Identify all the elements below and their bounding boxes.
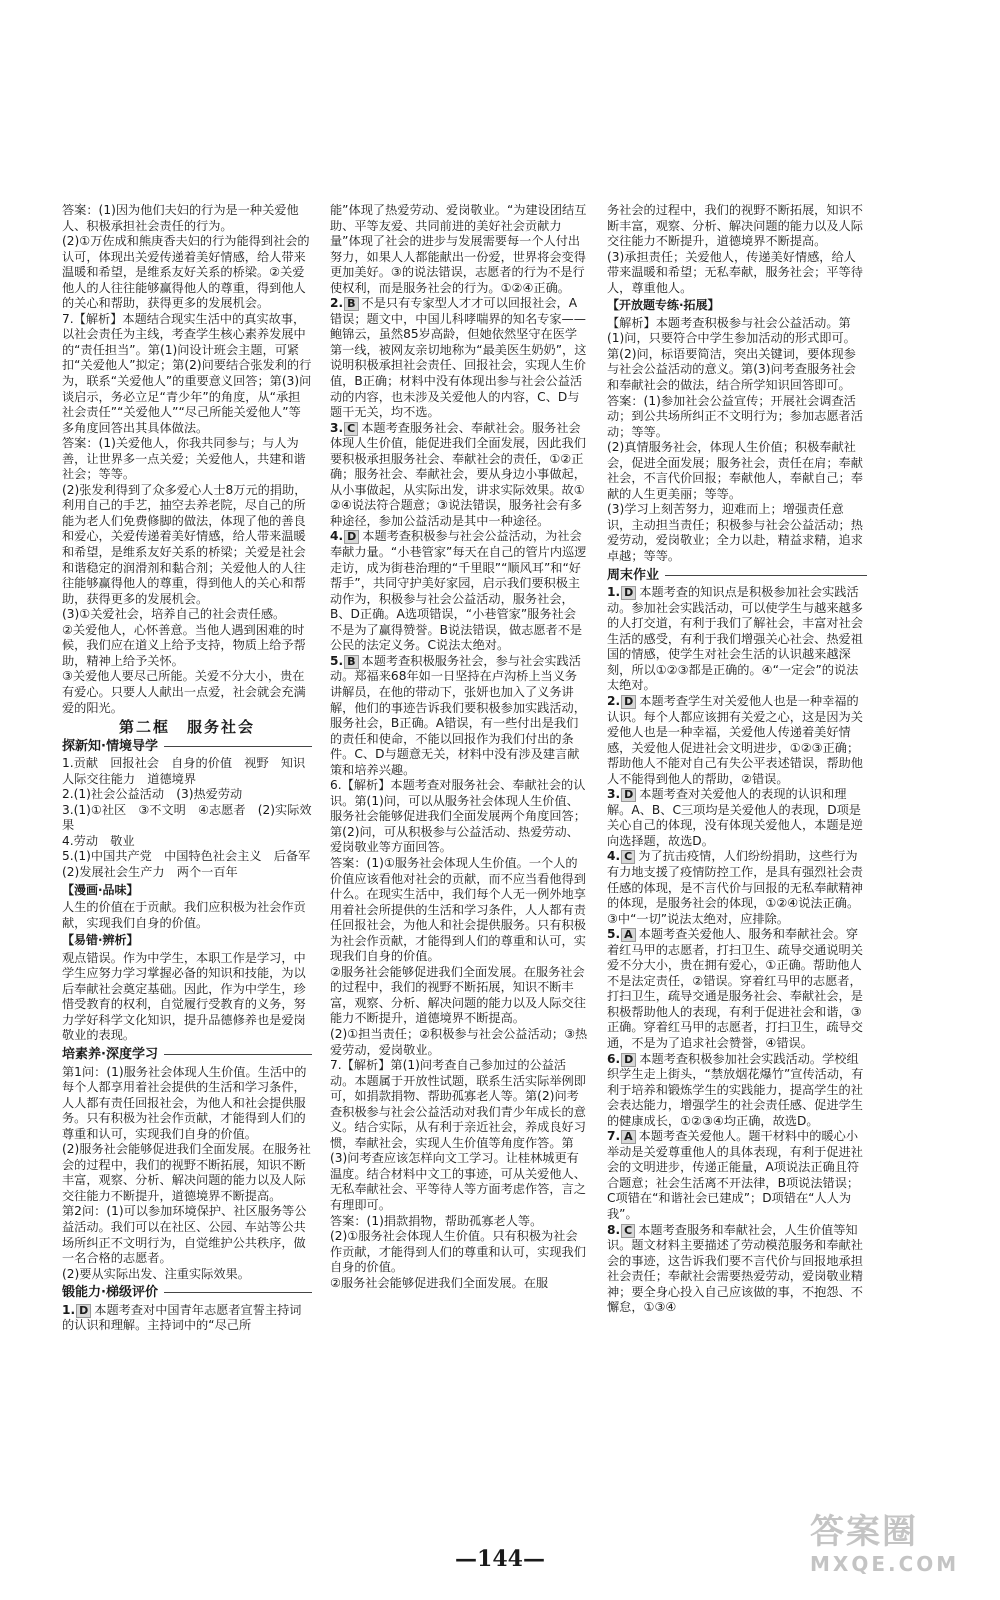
text-paragraph: 【解析】本题考查积极参与社会公益活动。第(1)问，只要符合中学生参加活动的形式即可。第(2)问，标语要简洁，突出关键词，要体现参与社会公益活动的意义。第(3)问考查服务社会和奉献社会的做法，结合所学知识回答即可。 <box>607 315 856 393</box>
section-heading-text: 培素养·深度学习 <box>62 1046 158 1062</box>
explanation-text: 本题考查的知识点是积极参加社会实践活动。参加社会实践活动，可以使学生与越来越多的人打交道，有利于我们了解社会，丰富对社会生活的感受，有利于我们增强关心社会、热爱祖国的情感，使学生对社会生活的认识越来越深刻，所以①②③都是正确的。④“一定会”的说法太绝对。 <box>607 585 863 693</box>
explanation-text: 本题考查学生对关爱他人也是一种幸福的认识。每个人都应该拥有关爱之心，这是因为关爱他人也是一种幸福，关爱他人传递着美好情感，关爱他人促进社会文明进步，①②③正确；帮助他人不能对自己有失公平表述错误，帮助他人不能得到他人的帮助，②错误。 <box>607 693 863 786</box>
answer-letter-badge: D <box>76 1304 91 1318</box>
text-paragraph: (3)承担责任；关爱他人，传递美好情感，给人带来温暖和希望；无私奉献，服务社会；平等待人，尊重他人。 <box>607 249 863 295</box>
text-paragraph: 答案：(1)因为他们夫妇的行为是一种关爱他人、积极承担社会责任的行为。 <box>62 203 299 233</box>
question-number: 6. <box>607 1051 621 1066</box>
text-paragraph: ②服务社会能够促进我们全面发展。在服务社会的过程中，我们的视野不断拓展，知识不断丰富，观察、分析、解决问题的能力以及人际交往能力不断提升，道德境界不断提高。 <box>330 964 586 1026</box>
text-paragraph: 7.【解析】第(1)问考查自己参加过的公益活动。本题属于开放性试题，联系生活实际举例即可，如捐款捐物、帮助孤寡老人等。第(2)问考查积极参与社会公益活动对我们青少年成长的意义。结合实际，从有利于亲近社会，养成良好习惯，奉献社会，实现人生价值等角度作答。第(3)问考查应该怎样向文工学习。让桂林城更有温度。结合材料中文工的事迹，可从关爱他人、无私奉献社会、平等待人等方面考虑作答，言之有理即可。 <box>330 1058 586 1212</box>
section-heading <box>62 739 312 755</box>
text-paragraph: 答案：(1)关爱他人，你我共同参与；与人为善，让世界多一点关爱；关爱他人，共建和谐社会；等等。 <box>62 436 306 482</box>
text-paragraph: (2)①担当责任；②积极参与社会公益活动；③热爱劳动，爱岗敬业。 <box>330 1026 588 1057</box>
explanation-text: 本题考查积极参加社会实践活动。学校组织学生走上街头，“禁放烟花爆竹”宣传活动，有利于培养和锻炼学生的实践能力，提高学生的社会表达能力，增强学生的社会责任感、促进学生的健康成长，①②③④均正确，故选D。 <box>607 1051 864 1128</box>
watermark-url: MXQE.COM <box>810 1552 960 1576</box>
text-paragraph: (2)①万佐成和熊庚香夫妇的行为能得到社会的认可，体现出关爱传递着美好情感，给人带来温暖和希望，是维系友好关系的桥梁。②关爱他人的人往往能够赢得他人的尊重，得到他人的关心和帮助，获得更多的发展机会。 <box>62 234 310 311</box>
text-paragraph: (2)张发利得到了众多爱心人士8万元的捐助，利用自己的手艺，抽空去养老院，尽自己的所能为老人们免费修脚的做法，体现了他的善良和爱心，关爱传递着美好情感，给人带来温暖和希望，是维系友好关系的桥梁；关爱是社会和谐稳定的润滑剂和黏合剂；关爱他人的人往往能够赢得他人的尊重，得到他人的关心和帮助，获得更多的发展机会。 <box>62 482 307 606</box>
text-paragraph: 2.(1)社会公益活动 (3)热爱劳动 <box>62 787 243 802</box>
subsection-tag: 【漫画·品味】 <box>62 882 139 897</box>
question-answer <box>607 927 867 1051</box>
text-paragraph: (3)学习上刻苦努力，迎难而上；增强责任意识，主动担当责任；积极参与社会公益活动；热爱劳动，爱岗敬业；全力以赴，精益求精，追求卓越；等等。 <box>607 502 863 564</box>
question-number: 1. <box>607 585 621 600</box>
answer-letter-badge: C <box>621 850 635 864</box>
question-number: 3. <box>607 787 621 802</box>
question-number: 5. <box>330 653 344 668</box>
text-paragraph: 1.贡献 回报社会 自身的价值 视野 知识 人际交往能力 道德境界 <box>62 756 318 786</box>
answer-letter-badge: D <box>344 530 359 544</box>
lesson-title: 第二框 服务社会 <box>118 718 255 737</box>
explanation-text: 本题考查关爱他人。题干材料中的暖心小举动是关爱尊重他人的具体表现，有利于促进社会的文明进步，传递正能量，A项说法正确且符合题意；社会生活离不开法律，B项说法错误；C项错在“和谐社会已建成”；D项错在“人人为我”。 <box>607 1129 863 1221</box>
heading-rule <box>164 1054 312 1055</box>
heading-rule <box>164 746 312 747</box>
explanation-text: 本题考查对关爱他人的表现的认识和理解。A、B、C三项均是关爱他人的表现，D项是关心自己的体现，没有体现关爱他人，本题是逆向选择题，故选D。 <box>607 787 863 848</box>
text-paragraph: 7.【解析】本题结合现实生活中的真实故事，以社会责任为主线，考查学生核心素养发展中的“责任担当”。第(1)问设计班会主题，可紧扣“关爱他人”拟定；第(2)问要结合张发利的行为，联系“关爱他人”的重要意义回答；第(3)问谈启示，务必立足“青少年”的角度，从“承担社会责任”“关爱他人”“尽己所能关爱他人”等多角度回答出其具体做法。 <box>62 311 312 435</box>
question-answer <box>330 654 588 778</box>
text-paragraph: 答案：(1)捐款捐物，帮助孤寡老人等。 <box>330 1213 543 1228</box>
watermark-logo <box>810 1512 970 1584</box>
section-heading <box>62 1285 312 1301</box>
watermark-chinese: 答案圈 <box>810 1512 918 1552</box>
text-paragraph: 能”体现了热爱劳动、爱岗敬业。“为建设团结互助、平等友爱、共同前进的美好社会贡献力量”体现了社会的进步与发展需要每一个人付出努力，如果人人都能献出一份爱，世界将会变得更加美好。③的说法错误，志愿者的行为不是行使权利，而是服务社会的行为。①②④正确。 <box>330 203 587 295</box>
question-number: 4. <box>607 849 621 864</box>
text-paragraph: 6.【解析】本题考查对服务社会、奉献社会的认识。第(1)问，可以从服务社会体现人生价值、服务社会能够促进我们全面发展两个角度回答；第(2)问，可从积极参与公益活动、热爱劳动、爱岗敬业等方面回答。 <box>330 778 586 855</box>
answer-letter-badge: D <box>621 1053 636 1067</box>
text-paragraph: ②服务社会能够促进我们全面发展。在服 <box>330 1275 549 1290</box>
question-answer <box>607 1052 867 1130</box>
question-answer <box>607 787 867 849</box>
question-answer <box>607 849 867 927</box>
text-paragraph: 观点错误。作为中学生，本职工作是学习，中学生应努力学习掌握必备的知识和技能，为以后奉献社会奠定基础。因此，作为中学生，珍惜受教育的权利，自觉履行受教育的义务，努力学好科学文化知识，提升品德修养也是爱岗敬业的表现。 <box>62 950 306 1043</box>
answer-letter-badge: A <box>621 928 636 942</box>
answer-letter-badge: D <box>621 586 636 600</box>
question-answer <box>607 694 867 787</box>
question-number: 2. <box>607 693 621 708</box>
explanation-text: 本题考查服务社会、奉献社会。服务社会体现人生价值，能促进我们全面发展，因此我们要积极承担服务社会、奉献社会的责任，①②正确；服务社会、奉献社会，要从身边小事做起，从小事做起，从实际出发，讲求实际效果。故①②④说法符合题意；③说法错误，服务社会有多种途径，参加公益活动是其中一种途径。 <box>330 420 586 528</box>
subsection-tag: 【开放题专练·拓展】 <box>607 298 720 313</box>
subsection-tag: 【易错·辨析】 <box>62 933 139 948</box>
question-number: 5. <box>607 927 621 942</box>
question-number: 4. <box>330 529 344 544</box>
text-paragraph: 5.(1)中国共产党 中国特色社会主义 后备军 (2)发展社会生产力 两个一百年 <box>62 849 323 879</box>
text-paragraph: (3)①关爱社会，培养自己的社会责任感。 <box>62 607 286 622</box>
answer-letter-badge: B <box>344 297 358 311</box>
question-number: 7. <box>607 1129 621 1144</box>
section-heading-text: 探新知·情境导学 <box>62 738 158 754</box>
section-heading <box>62 1047 312 1063</box>
answer-letter-badge: C <box>344 422 358 436</box>
explanation-text: 本题考查积极参与社会公益活动，为社会奉献力量。“小巷管家”每天在自己的管片内巡逻走访，成为街巷治理的“千里眼”“顺风耳”和“好帮手”，共同守护美好家园，启示我们要积极主动作为，积极参与社会公益活动，服务社会，B、D正确。A选项错误，“小巷管家”服务社会不是为了赢得赞誉。B说法错误，做志愿者不是公民的法定义务。C说法太绝对。 <box>330 529 587 653</box>
answer-letter-badge: C <box>621 1224 635 1238</box>
answer-letter-badge: A <box>621 1130 636 1144</box>
page-number: —144— <box>455 1546 545 1572</box>
text-paragraph: (2)真情服务社会，体现人生价值；积极奉献社会，促进全面发展；服务社会，责任在肩；奉献社会，不言代价回报；奉献他人，奉献自己；奉献的人生更美丽；等等。 <box>607 440 863 501</box>
question-answer <box>330 296 588 420</box>
text-paragraph: (2)要从实际出发、注重实际效果。 <box>62 1266 250 1281</box>
answer-letter-badge: D <box>621 788 636 802</box>
text-paragraph: 第1问：(1)服务社会体现人生价值。生活中的每个人都享用着社会提供的生活和学习条件，人人都有责任回报社会，为他人和社会提供服务。只有积极为社会作贡献，才能得到人们的尊重和认可，实现我们自身的价值。 <box>62 1064 307 1141</box>
text-paragraph: 3.(1)①社区 ③不文明 ④志愿者 (2)实际效果 <box>62 802 312 833</box>
text-paragraph: 答案：(1)①服务社会体现人生价值。一个人的价值应该看他对社会的贡献，而不应当看他得到什么。在现实生活中，我们每个人无一例外地享用着社会所提供的生活和学习条件，人人都有责任回报社会，为他人和社会提供服务。只有积极为社会作贡献，才能得到人们的尊重和认可，实现我们自身的价值。 <box>330 855 586 964</box>
text-paragraph: ②关爱他人，心怀善意。当他人遇到困难的时候，我们应在道义上给予支持，物质上给予帮助，精神上给予关怀。 <box>62 622 306 668</box>
question-number: 1. <box>62 1302 76 1317</box>
question-answer <box>607 1223 867 1316</box>
answer-column-middle <box>330 203 588 1291</box>
question-answer <box>62 1303 312 1334</box>
text-paragraph: 答案：(1)参加社会公益宣传；开展社会调查活动；到公共场所纠正不文明行为；参加志愿者活动；等等。 <box>607 393 863 439</box>
text-paragraph: 4.劳动 敬业 <box>62 833 135 848</box>
question-answer <box>330 421 588 530</box>
question-number: 3. <box>330 420 344 435</box>
heading-rule <box>665 575 867 576</box>
question-answer <box>330 529 588 653</box>
answer-letter-badge: B <box>344 655 358 669</box>
question-number: 8. <box>607 1222 621 1237</box>
text-paragraph: ③关爱他人要尽己所能。关爱不分大小，贵在有爱心。只要人人献出一点爱，社会就会充满爱的阳光。 <box>62 669 306 715</box>
explanation-text: 为了抗击疫情，人们纷纷捐助，这些行为有力地支援了疫情防控工作，是具有强烈社会责任感的体现，是不言代价与回报的无私奉献精神的体现，是服务社会的体现，①②④说法正确。③中“一切”说法太绝对，应排除。 <box>607 849 863 926</box>
explanation-text: 本题考查关爱他人、服务和奉献社会。穿着红马甲的志愿者，打扫卫生、疏导交通说明关爱不分大小，贵在拥有爱心，①正确。帮助他人不是法定责任，②错误。穿着红马甲的志愿者，打扫卫生，疏导交通是服务社会、奉献社会，是积极帮助他人的表现，有利于促进社会和谐，③正确。穿着红马甲的志愿者，打扫卫生，疏导交通，不是为了追求社会赞誉，④错误。 <box>607 927 863 1050</box>
answer-letter-badge: D <box>621 695 636 709</box>
answer-column-right <box>607 203 867 1316</box>
explanation-text: 本题考查对中国青年志愿者宣誓主持词的认识和理解。主持词中的“尽己所 <box>62 1302 302 1333</box>
question-number: 2. <box>330 296 344 311</box>
heading-rule <box>164 1292 312 1293</box>
text-paragraph: (2)①服务社会体现人生价值。只有积极为社会作贡献，才能得到人们的尊重和认可，实现我们自身的价值。 <box>330 1229 586 1275</box>
section-heading <box>607 568 867 584</box>
section-heading-text: 周末作业 <box>607 567 660 583</box>
question-answer <box>607 585 867 694</box>
explanation-text: 本题考查积极服务社会，参与社会实践活动。郑福来68年如一日坚持在卢沟桥上当义务讲解员，在他的带动下，张妍也加入了义务讲解，他们的事迹告诉我们要积极参加实践活动，服务社会，B正确。A错误，有一些付出是我们的责任和使命，不能以回报作为我们付出的条件。C、D与题意无关，材料中没有涉及建言献策和培养兴趣。 <box>330 653 586 777</box>
text-paragraph: 人生的价值在于贡献。我们应积极为社会作贡献，实现我们自身的价值。 <box>62 900 306 930</box>
section-heading-text: 锻能力·梯级评价 <box>62 1285 158 1301</box>
explanation-text: 不是只有专家型人才才可以回报社会，A错误；题文中，中国儿科哮喘界的知名专家——鲍锦云，虽然85岁高龄，但她依然坚守在医学第一线，被网友亲切地称为“最美医生奶奶”，这说明积极承担社会责任、回报社会，实现人生价值，B正确；材料中没有体现出参与社会公益活动的内容，也未涉及关爱他人的内容，C、D与题干无关，均不选。 <box>330 296 587 420</box>
text-paragraph: 务社会的过程中，我们的视野不断拓展，知识不断丰富，观察、分析、解决问题的能力以及人际交往能力不断提升，道德境界不断提高。 <box>607 203 863 249</box>
answer-column-left <box>62 203 323 1334</box>
question-answer <box>607 1129 867 1222</box>
text-paragraph: (2)服务社会能够促进我们全面发展。在服务社会的过程中，我们的视野不断拓展，知识不断丰富，观察、分析、解决问题的能力以及人际交往能力不断提升，道德境界不断提高。 <box>62 1142 311 1203</box>
explanation-text: 本题考查服务和奉献社会，人生价值等知识。题文材料主要描述了劳动模范服务和奉献社会的事迹，这告诉我们要不言代价与回报地承担社会责任；奉献社会需要热爱劳动，爱岗敬业精神；要全身心投入自己应该做的事，不抱怨、不懈怠，①③④ <box>607 1222 863 1315</box>
text-paragraph: 第2问：(1)可以参加环境保护、社区服务等公益活动。我们可以在社区、公园、车站等公共场所纠正不文明行为，自觉维护公共秩序，做一名合格的志愿者。 <box>62 1204 307 1266</box>
